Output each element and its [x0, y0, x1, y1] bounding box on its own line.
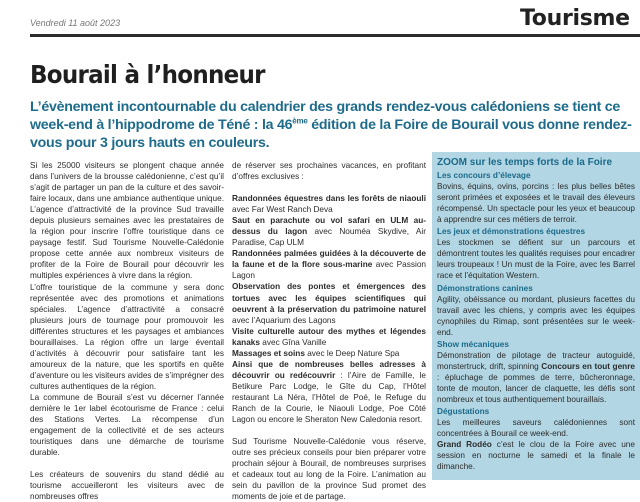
zoom-sidebar-content — [437, 157, 635, 472]
zoom-section-heading: Dégustations — [437, 407, 490, 417]
zoom-inline-heading: Concours en tout genre — [541, 361, 635, 371]
column-paragraph: La commune de Bourail s’est vu décerner l’année dernière le 1er label écotourisme de France : celui des Stations Vertes. La récompense d’un engagement de la collectivité et de ses acteurs touristiques dans une démarche de tourisme durable. — [30, 392, 224, 458]
offer-detail: avec l’Aquarium des Lagons — [232, 315, 336, 325]
publication-date: Vendredi 11 août 2023 — [30, 18, 121, 28]
paragraph-gap — [232, 425, 426, 436]
zoom-inline-text: : épluchage de pommes de terre, bûcheronnage, tonte de mouton, lancer de claquette, les défis sont nombreux et tous authentiquement bouraillais. — [437, 372, 635, 404]
zoom-section-text: Les meilleures saveurs calédoniennes sont concentrées à Bourail ce week-end. — [437, 418, 635, 439]
lead-text-end: édition de la Foire de Bourail vous donne rendez-vous pour 3 jours hauts en couleurs. — [30, 117, 632, 152]
section-title: Tourisme — [520, 6, 630, 31]
offer-title: Randonnées palmées guidées à la découverte de la faune et de la flore sous-marine — [232, 249, 426, 270]
offer-item — [232, 215, 426, 248]
offer-title: Randonnées équestres dans les forêts de niaouli — [232, 194, 426, 204]
article-column-2 — [232, 160, 426, 502]
offer-title: Visite culturelle autour des mythes et légendes kanaks — [232, 326, 426, 347]
lead-text-start: L’évènement incontournable du calendrier des grands rendez-vous calédoniens se tient ce week-end à l’hippodrome de Téné : la 46 — [30, 99, 621, 134]
offer-title: Ainsi que de nombreuses belles adresses à découvrir ou redécouvrir — [232, 359, 426, 380]
column-paragraph: L’offre touristique de la commune y sera donc représentée avec des promotions et animations spéciales. L’agence d’attractivité a consacré plusieurs jours de tournage pour promouvoir les différentes structures et les paysages et ambiances bouraillaises. La région offre un large éventail d’activités à découvrir pour satisfaire tant les amoureux de la nature, que les sportifs en quête d’aventure ou les visiteurs avides de s’imprégner des cultures authentiques de la région. — [30, 282, 224, 391]
zoom-section-text: Les stockmen se défient sur un parcours et démontrent toutes les qualités requises pour encadrer leurs troupeaux ! Un must de la Foire, avec les Barrel race et l’équitation Western. — [437, 238, 635, 281]
column-paragraph: de réserver ses prochaines vacances, en profitant d’offres exclusives : — [232, 161, 426, 182]
offer-item — [232, 248, 426, 281]
offer-item — [232, 348, 426, 359]
zoom-section-body: Démonstration de pilotage de tracteur autoguidé, monstertruck, drift, spinning — [437, 350, 635, 371]
lead-superscript: ème — [292, 116, 308, 126]
zoom-sidebar-box — [432, 152, 640, 480]
offer-detail: : l’Aire de Famille, le Betikure Parc Lodge, le Gîte du Cap, l’Hôtel restaurant La Néra, l’Hôtel de Poé, le Refuge du Ranch de la Courie, le Niaouli Lodge, Poe Côté Lagon ou encore le Sheraton New Caledonia resort. — [232, 370, 426, 425]
offer-title: Massages et soins — [232, 348, 305, 358]
zoom-section-text — [437, 350, 635, 405]
offer-item — [232, 193, 426, 215]
offer-title: Observation des pontes et émergences des tortues avec les équipes scientifiques qui oeuvrent à la préservation du patrimoine naturel — [232, 282, 426, 314]
paragraph-gap — [30, 458, 224, 469]
zoom-section-text — [437, 439, 635, 472]
article-lead — [30, 98, 632, 153]
zoom-section-heading: Show mécaniques — [437, 339, 509, 349]
zoom-section-heading: Démonstrations canines — [437, 283, 533, 293]
offer-detail: avec Nouméa Skydive, Air Paradise, Cap ULM — [232, 227, 426, 248]
zoom-section-heading: Les jeux et démonstrations équestres — [437, 227, 586, 237]
column-paragraph: Si les 25000 visiteurs se plongent chaque année dans l’univers de la brousse calédonienne, c’est qu’il s’agit de partager un pan de la culture et des savoir-faire locaux, dans une ambiance authentique unique. L’agence d’attractivité de la province Sud travaille depuis plusieurs semaines avec les prestataires de la région pour inscrire l’offre touristique dans ce paysage festif. Sud Tourisme Nouvelle-Calédonie propose cette année aux nombreux visiteurs de profiter de la Foire de Bourail pour découvrir les multiples expériences à vivre dans la région. — [30, 161, 224, 281]
zoom-section-text: Agility, obéissance ou mordant, plusieurs facettes du travail avec les chiens, y compris avec les équipes cynophiles du Rimap, sont présentées sur le week-end. — [437, 294, 635, 337]
column-paragraph: Les créateurs de souvenirs du stand dédié au tourisme accueilleront les visiteurs avec de nombreuses offres — [30, 470, 224, 502]
offer-detail: avec Passion Lagon — [232, 260, 426, 281]
zoom-section-heading: Les concours d’élevage — [437, 171, 531, 181]
zoom-inline-heading: Grand Rodéo — [437, 440, 492, 450]
paragraph-gap — [232, 182, 426, 193]
column-paragraph: Sud Tourisme Nouvelle-Calédonie vous réserve, outre ses précieux conseils pour bien préparer votre prochain séjour à Bourail, de nombreuses surprises et cadeaux tout au long de la Foire. L’animation au sein du pavillon de la province Sud promet des moments de joie et de partage. — [232, 437, 426, 502]
zoom-inline-text: c’est le clou de la Foire avec une session en nocturne le samedi et la finale le dimanche. — [437, 440, 635, 472]
offer-detail: avec Gîna Vanille — [259, 337, 327, 347]
offer-item — [232, 359, 426, 425]
offer-detail: avec Far West Ranch Deva — [232, 205, 333, 215]
offer-item — [232, 326, 426, 348]
article-column-1 — [30, 160, 224, 502]
offer-item — [232, 281, 426, 325]
offer-title: Saut en parachute ou vol safari en ULM au-dessus du lagon — [232, 216, 426, 237]
zoom-title: ZOOM sur les temps forts de la Foire — [437, 157, 613, 168]
page-header — [0, 0, 640, 44]
zoom-section-text: Bovins, équins, ovins, porcins : les plus belles bêtes seront primées et exposées et le travail des éleveurs récompensé. Un spectacle pour les yeux et beaucoup à apprendre sur ces métiers de terroir. — [437, 182, 635, 225]
header-rule — [30, 34, 640, 37]
offer-detail: avec le Deep Nature Spa — [304, 348, 400, 358]
article-headline: Bourail à l’honneur — [30, 60, 265, 89]
